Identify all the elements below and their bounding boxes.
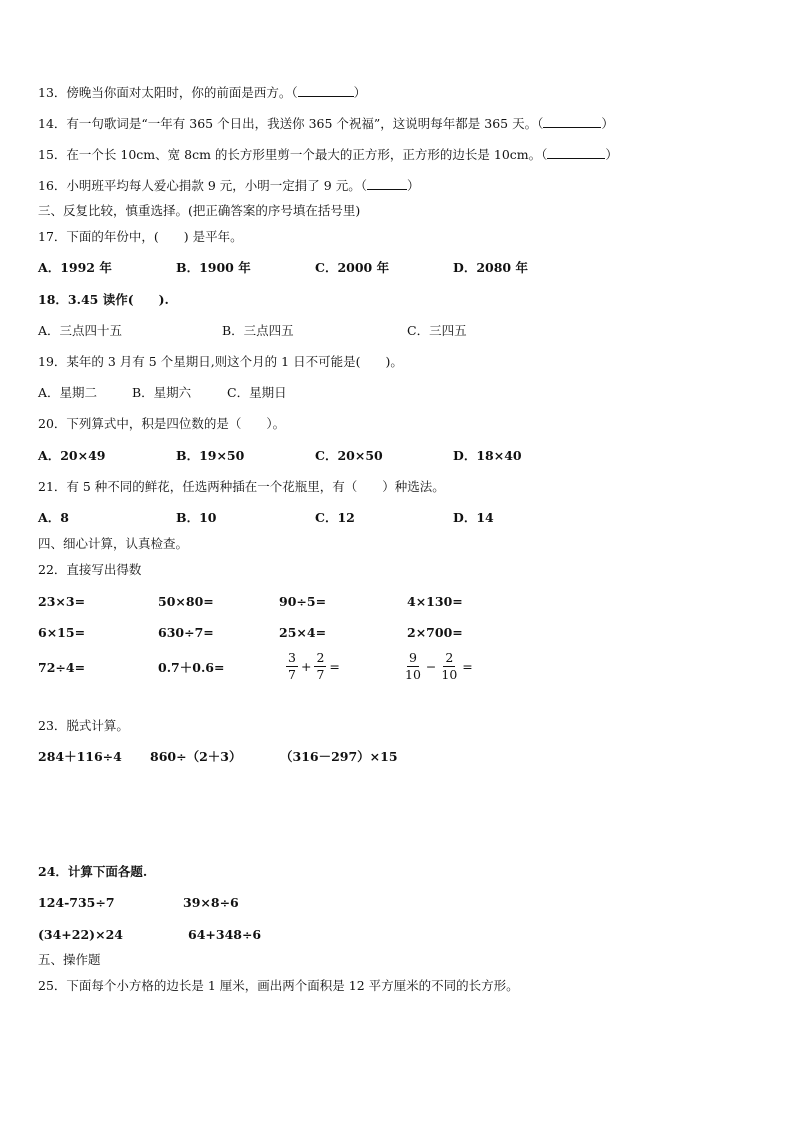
- calc-item: 284＋116÷4: [38, 749, 122, 764]
- calc-item: 4×130=: [407, 594, 463, 609]
- section-4-heading: 四、细心计算，认真检查。: [38, 536, 189, 551]
- calc-item: 124-735÷7: [38, 895, 115, 910]
- q18-option-c[interactable]: C．三四五: [407, 323, 467, 338]
- calc-item: 860÷（2＋3）: [150, 749, 242, 764]
- fraction-expression: 3 7 + $\frac{2}{7}$ =: [288, 650, 340, 682]
- calc-item: 25×4=: [279, 625, 327, 640]
- answer-blank[interactable]: [543, 115, 601, 128]
- question-16: 16．小明班平均每人爱心捐款 9 元，小明一定捐了 9 元。（ ）: [38, 178, 420, 193]
- answer-blank[interactable]: [547, 146, 605, 159]
- q17-option-a[interactable]: A．1992 年: [38, 260, 112, 275]
- q20-option-a[interactable]: A．20×49: [38, 448, 106, 463]
- question-15: 15．在一个长 10cm、宽 8cm 的长方形里剪一个最大的正方形，正方形的边长是 10cm。（ ）: [38, 147, 618, 162]
- calc-item: 90÷5=: [279, 594, 327, 609]
- question-23: 23．脱式计算。: [38, 718, 129, 733]
- calc-item: 630÷7=: [158, 625, 214, 640]
- calc-item: 2×700=: [407, 625, 463, 640]
- q19-option-b[interactable]: B．星期六: [132, 385, 192, 400]
- answer-blank[interactable]: [367, 177, 407, 190]
- calc-item: （316－297）×15: [280, 749, 398, 764]
- calc-item: 50×80=: [158, 594, 214, 609]
- q20-option-d[interactable]: D．18×40: [453, 448, 522, 463]
- q18-option-a[interactable]: A．三点四十五: [38, 323, 123, 338]
- q17-option-b[interactable]: B．1900 年: [176, 260, 251, 275]
- q20-option-c[interactable]: C．20×50: [315, 448, 383, 463]
- question-24: 24．计算下面各题.: [38, 864, 148, 879]
- question-25: 25．下面每个小方格的边长是 1 厘米，画出两个面积是 12 平方厘米的不同的长方形。: [38, 978, 519, 993]
- section-3-heading: 三、反复比较，慎重选择。(把正确答案的序号填在括号里): [38, 203, 361, 218]
- section-5-heading: 五、操作题: [38, 952, 101, 967]
- q21-option-c[interactable]: C．12: [315, 510, 355, 525]
- q17-option-c[interactable]: C．2000 年: [315, 260, 390, 275]
- question-21: 21．有 5 种不同的鲜花，任选两种插在一个花瓶里，有（ ）种选法。: [38, 479, 445, 494]
- q19-option-a[interactable]: A．星期二: [38, 385, 98, 400]
- question-17: 17．下面的年份中，( ) 是平年。: [38, 229, 243, 244]
- fraction-expression: 9 10 − $\frac{2}{10}$ =: [405, 650, 473, 682]
- question-20: 20．下列算式中，积是四位数的是（ ）。: [38, 416, 286, 431]
- calc-item: (34+22)×24: [38, 927, 123, 942]
- question-14: 14．有一句歌词是“一年有 365 个日出，我送你 365 个祝福”，这说明每年都是 365 天。（ ）: [38, 116, 614, 131]
- calc-item: 23×3=: [38, 594, 86, 609]
- question-18: 18．3.45 读作( ).: [38, 292, 169, 307]
- q21-option-a[interactable]: A．8: [38, 510, 69, 525]
- calc-item: 72÷4=: [38, 660, 86, 675]
- q18-option-b[interactable]: B．三点四五: [222, 323, 294, 338]
- answer-blank[interactable]: [298, 84, 354, 97]
- q21-option-d[interactable]: D．14: [453, 510, 494, 525]
- calc-item: 64+348÷6: [188, 927, 262, 942]
- q17-option-d[interactable]: D．2080 年: [453, 260, 528, 275]
- question-22: 22．直接写出得数: [38, 562, 142, 577]
- calc-item: 6×15=: [38, 625, 86, 640]
- question-13: 13．傍晚当你面对太阳时，你的前面是西方。（ ）: [38, 85, 367, 100]
- q21-option-b[interactable]: B．10: [176, 510, 217, 525]
- question-19: 19．某年的 3 月有 5 个星期日,则这个月的 1 日不可能是( )。: [38, 354, 403, 369]
- q20-option-b[interactable]: B．19×50: [176, 448, 245, 463]
- calc-item: 0.7＋0.6=: [158, 660, 225, 675]
- q19-option-c[interactable]: C．星期日: [227, 385, 287, 400]
- calc-item: 39×8÷6: [183, 895, 239, 910]
